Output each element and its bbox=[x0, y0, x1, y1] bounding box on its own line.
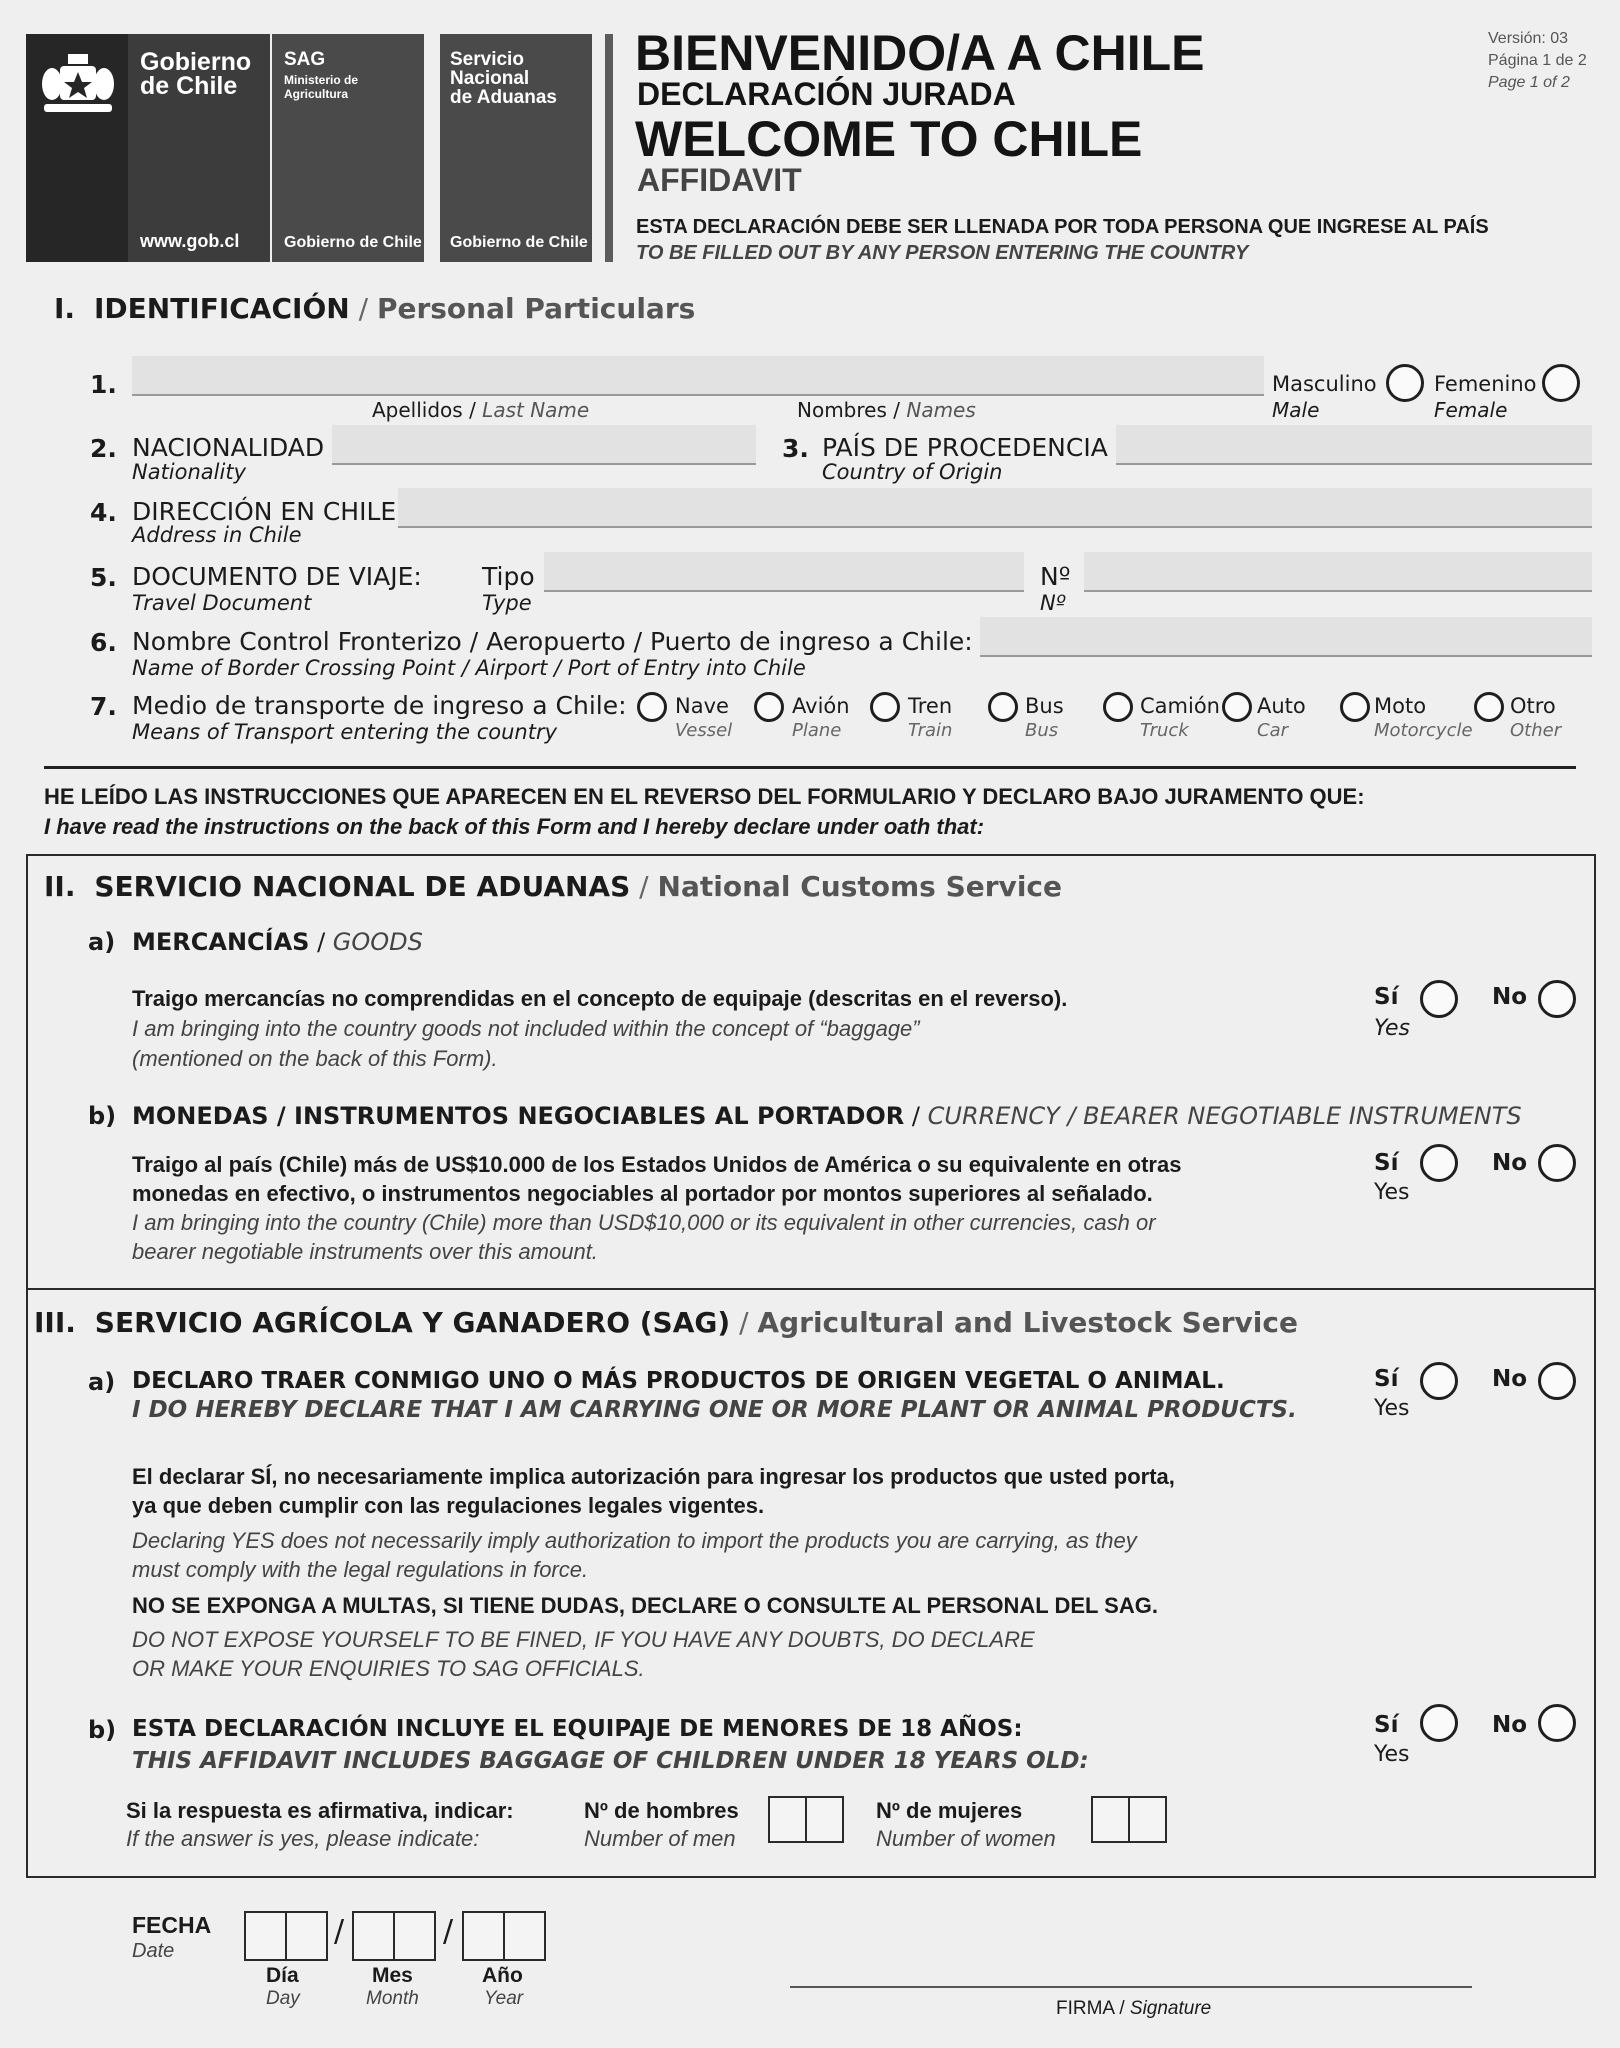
section2-title-en: National Customs Service bbox=[657, 870, 1062, 903]
s2a-no-label: No bbox=[1492, 984, 1528, 1010]
header-note-en: TO BE FILLED OUT BY ANY PERSON ENTERING THE COUNTRY bbox=[636, 242, 1249, 264]
s2b-text-en-1: I am bringing into the country (Chile) more than USD$10,000 or its equivalent in other currencies, cash or bbox=[132, 1210, 1156, 1235]
s3a-yes-radio[interactable] bbox=[1420, 1362, 1458, 1400]
section3-title-en: Agricultural and Livestock Service bbox=[757, 1306, 1298, 1339]
s2b-text-es-1: Traigo al país (Chile) más de US$10.000 de los Estados Unidos de América o su equivalente en otras bbox=[132, 1152, 1182, 1177]
s2a-text-es: Traigo mercancías no comprendidas en el concepto de equipaje (descritas en el reverso). bbox=[132, 986, 1068, 1011]
date-label-en: Date bbox=[132, 1940, 175, 1962]
transport-motorcycle-radio[interactable] bbox=[1340, 692, 1370, 722]
header-note-es: ESTA DECLARACIÓN DEBE SER LLENADA POR TODA PERSONA QUE INGRESE AL PAÍS bbox=[636, 216, 1489, 238]
travel-doc-label-es: DOCUMENTO DE VIAJE: bbox=[132, 562, 422, 591]
lastname-label: Apellidos / Last Name bbox=[372, 398, 590, 422]
female-label-en: Female bbox=[1434, 398, 1508, 422]
logo-aduanas bbox=[440, 34, 592, 262]
date-label-es: FECHA bbox=[132, 1912, 212, 1938]
signature-separator: / bbox=[1114, 1998, 1130, 2019]
subtitle-en: AFFIDAVIT bbox=[637, 162, 802, 198]
s3a-note-en-2: must comply with the legal regulations in force. bbox=[132, 1557, 589, 1582]
oath-es: HE LEÍDO LAS INSTRUCCIONES QUE APARECEN EN EL REVERSO DEL FORMULARIO Y DECLARO BAJO JURAMENTO QUE: bbox=[44, 784, 1365, 809]
title-en: WELCOME TO CHILE bbox=[635, 111, 1143, 167]
section1-title-en: Personal Particulars bbox=[376, 292, 696, 325]
transport-train-radio[interactable] bbox=[870, 692, 900, 722]
s2a-title: MERCANCÍAS / GOODS bbox=[132, 928, 423, 956]
month-digit-1[interactable] bbox=[352, 1911, 395, 1961]
logo-gob-url: www.gob.cl bbox=[140, 231, 240, 251]
signature-line[interactable] bbox=[790, 1986, 1472, 1988]
month-label-en: Month bbox=[366, 1988, 419, 2009]
s2b-text-en-2: bearer negotiable instruments over this amount. bbox=[132, 1239, 598, 1264]
section1-heading: I. IDENTIFICACIÓN / Personal Particulars bbox=[54, 292, 696, 325]
q1-number: 1. bbox=[90, 370, 117, 399]
address-label-en: Address in Chile bbox=[132, 523, 302, 547]
transport-car-label: Auto bbox=[1257, 694, 1306, 718]
s3b-yes-label: Sí bbox=[1374, 1712, 1399, 1738]
transport-truck-label-en: Truck bbox=[1140, 720, 1189, 741]
s3a-note-en-1: Declaring YES does not necessarily imply authorization to import the products you are carrying, as they bbox=[132, 1528, 1137, 1553]
day-digit-2[interactable] bbox=[285, 1911, 328, 1961]
men-count-digit-1[interactable] bbox=[768, 1796, 807, 1843]
month-digit-2[interactable] bbox=[393, 1911, 436, 1961]
s2a-yes-label-en: Yes bbox=[1374, 1016, 1411, 1041]
section2-heading: II. SERVICIO NACIONAL DE ADUANAS / National Customs Service bbox=[44, 870, 1062, 903]
doc-number-label-en: Nº bbox=[1040, 591, 1066, 615]
q5-number: 5. bbox=[90, 563, 117, 592]
name-input[interactable] bbox=[132, 356, 1264, 396]
s3b-no-radio[interactable] bbox=[1538, 1704, 1576, 1742]
logo-sag-sub1: Ministerio de bbox=[284, 73, 359, 87]
logo-aduanas-line3: de Aduanas bbox=[450, 87, 557, 108]
s3a-letter: a) bbox=[88, 1368, 116, 1396]
transport-train-label: Tren bbox=[908, 694, 953, 718]
s3a-no-radio[interactable] bbox=[1538, 1362, 1576, 1400]
nationality-label-en: Nationality bbox=[132, 460, 247, 484]
transport-truck-radio[interactable] bbox=[1103, 692, 1133, 722]
s3b-text-en: THIS AFFIDAVIT INCLUDES BAGGAGE OF CHILDREN UNDER 18 YEARS OLD: bbox=[132, 1748, 1089, 1774]
year-label-en: Year bbox=[484, 1988, 524, 2009]
s2a-title-es: MERCANCÍAS bbox=[132, 928, 310, 956]
address-label-es: DIRECCIÓN EN CHILE bbox=[132, 497, 397, 526]
transport-other-label-en: Other bbox=[1510, 720, 1562, 741]
origin-country-input[interactable] bbox=[1116, 425, 1592, 465]
year-digit-1[interactable] bbox=[462, 1911, 505, 1961]
page-label-es: Página 1 de 2 bbox=[1488, 52, 1587, 69]
transport-plane-radio[interactable] bbox=[754, 692, 784, 722]
s3b-yes-label-en: Yes bbox=[1374, 1742, 1410, 1767]
transport-other-label: Otro bbox=[1510, 694, 1556, 718]
s3a-text-es: DECLARO TRAER CONMIGO UNO O MÁS PRODUCTOS DE ORIGEN VEGETAL O ANIMAL. bbox=[132, 1368, 1225, 1394]
transport-truck-label: Camión bbox=[1140, 694, 1220, 718]
female-radio[interactable] bbox=[1542, 364, 1580, 402]
logo-sag-footer: Gobierno de Chile bbox=[284, 234, 422, 251]
section1-divider bbox=[44, 766, 1576, 769]
women-count-label-en: Number of women bbox=[876, 1826, 1056, 1851]
title-es: BIENVENIDO/A A CHILE bbox=[635, 25, 1205, 81]
women-count-digit-1[interactable] bbox=[1091, 1796, 1130, 1843]
transport-label-en: Means of Transport entering the country bbox=[132, 720, 558, 744]
s3a-note-es-1: El declarar SÍ, no necesariamente implica autorización para ingresar los productos que usted porta, bbox=[132, 1464, 1175, 1489]
transport-motorcycle-label-en: Motorcycle bbox=[1374, 720, 1473, 741]
version-label: Versión: 03 bbox=[1488, 30, 1569, 47]
logo-aduanas-line1: Servicio bbox=[450, 49, 524, 70]
s2a-yes-radio[interactable] bbox=[1420, 980, 1458, 1018]
s2a-title-en: GOODS bbox=[332, 928, 423, 956]
signature-label-es: FIRMA bbox=[1056, 1998, 1115, 2019]
male-label-es: Masculino bbox=[1272, 372, 1377, 396]
day-label-en: Day bbox=[266, 1988, 300, 2009]
male-radio[interactable] bbox=[1386, 364, 1424, 402]
logo-gob-line1: Gobierno bbox=[140, 48, 252, 76]
s3b-indicate-en: If the answer is yes, please indicate: bbox=[126, 1826, 480, 1851]
entry-point-input[interactable] bbox=[980, 617, 1592, 657]
transport-plane-label: Avión bbox=[792, 694, 850, 718]
header-divider bbox=[605, 34, 613, 262]
address-input[interactable] bbox=[398, 488, 1592, 528]
origin-label-en: Country of Origin bbox=[822, 460, 1003, 484]
women-count-label-es: Nº de mujeres bbox=[876, 1798, 1023, 1823]
q2-number: 2. bbox=[90, 434, 117, 463]
s2a-yes-label: Sí bbox=[1374, 984, 1399, 1010]
subtitle-es: DECLARACIÓN JURADA bbox=[637, 76, 1016, 112]
s3b-letter: b) bbox=[88, 1716, 117, 1744]
transport-other-radio[interactable] bbox=[1474, 692, 1504, 722]
nationality-label-es: NACIONALIDAD bbox=[132, 433, 325, 462]
logo-gobierno-de-chile bbox=[26, 34, 270, 262]
male-label-en: Male bbox=[1272, 398, 1320, 422]
lastname-label-en: Last Name bbox=[482, 398, 590, 422]
s2b-no-label: No bbox=[1492, 1150, 1528, 1176]
transport-car-radio[interactable] bbox=[1222, 692, 1252, 722]
names-label-es: Nombres bbox=[797, 398, 887, 422]
men-count-label-es: Nº de hombres bbox=[584, 1798, 739, 1823]
section1-numeral: I. bbox=[54, 292, 76, 325]
s3a-warn-es: NO SE EXPONGA A MULTAS, SI TIENE DUDAS, DECLARE O CONSULTE AL PERSONAL DEL SAG. bbox=[132, 1593, 1158, 1618]
logo-gob-line2: de Chile bbox=[140, 72, 238, 100]
logo-sag bbox=[272, 34, 424, 262]
s2b-title-es: MONEDAS / INSTRUMENTOS NEGOCIABLES AL PORTADOR bbox=[132, 1102, 905, 1130]
s2a-no-radio[interactable] bbox=[1538, 980, 1576, 1018]
q4-number: 4. bbox=[90, 498, 117, 527]
s2b-yes-label: Sí bbox=[1374, 1150, 1399, 1176]
origin-label-es: PAÍS DE PROCEDENCIA bbox=[822, 433, 1108, 462]
q6-number: 6. bbox=[90, 628, 117, 657]
doc-type-input[interactable] bbox=[544, 552, 1024, 592]
s2b-text-es-2: monedas en efectivo, o instrumentos negociables al portador por montos superiores al señalado. bbox=[132, 1181, 1153, 1206]
s3b-indicate-es: Si la respuesta es afirmativa, indicar: bbox=[126, 1798, 514, 1823]
s3a-note-es-2: ya que deben cumplir con las regulaciones legales vigentes. bbox=[132, 1493, 765, 1518]
transport-bus-label-en: Bus bbox=[1025, 720, 1059, 741]
s2b-title: MONEDAS / INSTRUMENTOS NEGOCIABLES AL PORTADOR / CURRENCY / BEARER NEGOTIABLE INSTRUMENTS bbox=[132, 1102, 1522, 1130]
nationality-input[interactable] bbox=[332, 425, 756, 465]
doc-number-label-es: Nº bbox=[1040, 562, 1071, 591]
s3a-no-label: No bbox=[1492, 1366, 1528, 1392]
s3b-no-label: No bbox=[1492, 1712, 1528, 1738]
s3b-yes-radio[interactable] bbox=[1420, 1704, 1458, 1742]
s2b-yes-label-en: Yes bbox=[1374, 1180, 1410, 1205]
logo-sag-title: SAG bbox=[284, 49, 326, 70]
travel-doc-label-en: Travel Document bbox=[132, 591, 312, 615]
transport-vessel-label: Nave bbox=[675, 694, 729, 718]
transport-car-label-en: Car bbox=[1257, 720, 1288, 741]
s3a-text-en: I DO HEREBY DECLARE THAT I AM CARRYING ONE OR MORE PLANT OR ANIMAL PRODUCTS. bbox=[132, 1397, 1297, 1423]
names-label: Nombres / Names bbox=[797, 398, 976, 422]
s3a-warn-en-2: OR MAKE YOUR ENQUIRIES TO SAG OFFICIALS. bbox=[132, 1656, 645, 1681]
doc-type-label-en: Type bbox=[482, 591, 532, 615]
names-label-en: Names bbox=[906, 398, 976, 422]
s3a-warn-en-1: DO NOT EXPOSE YOURSELF TO BE FINED, IF YOU HAVE ANY DOUBTS, DO DECLARE bbox=[132, 1627, 1035, 1652]
transport-train-label-en: Train bbox=[908, 720, 953, 741]
female-label-es: Femenino bbox=[1434, 372, 1537, 396]
s2a-text-en-1: I am bringing into the country goods not included within the concept of “baggage” bbox=[132, 1016, 920, 1041]
section2-title-es: SERVICIO NACIONAL DE ADUANAS bbox=[94, 870, 631, 903]
doc-number-input[interactable] bbox=[1084, 552, 1592, 592]
logo-aduanas-line2: Nacional bbox=[450, 68, 530, 89]
signature-label-en: Signature bbox=[1129, 1998, 1212, 2019]
logo-sag-sub2: Agricultura bbox=[284, 87, 349, 101]
entry-point-label-en: Name of Border Crossing Point / Airport / Port of Entry into Chile bbox=[132, 656, 806, 680]
signature-label bbox=[1056, 1998, 1211, 2020]
section2-numeral: II. bbox=[44, 870, 76, 903]
section1-title-es: IDENTIFICACIÓN bbox=[93, 292, 350, 325]
section3-heading: III. SERVICIO AGRÍCOLA Y GANADERO (SAG) / Agricultural and Livestock Service bbox=[34, 1306, 1298, 1339]
entry-point-label-es: Nombre Control Fronterizo / Aeropuerto / Puerto de ingreso a Chile: bbox=[132, 627, 973, 656]
s2a-text-en-2: (mentioned on the back of this Form). bbox=[132, 1046, 498, 1071]
transport-label-es: Medio de transporte de ingreso a Chile: bbox=[132, 691, 627, 720]
transport-plane-label-en: Plane bbox=[792, 720, 842, 741]
men-count-digit-2[interactable] bbox=[805, 1796, 844, 1843]
s2b-title-en: CURRENCY / BEARER NEGOTIABLE INSTRUMENTS bbox=[927, 1102, 1522, 1130]
s2b-no-radio[interactable] bbox=[1538, 1144, 1576, 1182]
section3-title-es: SERVICIO AGRÍCOLA Y GANADERO (SAG) bbox=[94, 1306, 731, 1339]
s2b-yes-radio[interactable] bbox=[1420, 1144, 1458, 1182]
transport-vessel-label-en: Vessel bbox=[675, 720, 733, 741]
year-digit-2[interactable] bbox=[503, 1911, 546, 1961]
day-digit-1[interactable] bbox=[244, 1911, 287, 1961]
oath-en: I have read the instructions on the back of this Form and I hereby declare under oath that: bbox=[44, 814, 985, 839]
q3-number: 3. bbox=[782, 434, 809, 463]
lastname-label-es: Apellidos bbox=[372, 398, 463, 422]
page-label-en: Page 1 of 2 bbox=[1488, 74, 1570, 91]
year-label-es: Año bbox=[482, 1964, 523, 1987]
s3b-text-es: ESTA DECLARACIÓN INCLUYE EL EQUIPAJE DE MENORES DE 18 AÑOS: bbox=[132, 1716, 1023, 1742]
s2b-letter: b) bbox=[88, 1102, 117, 1130]
section3-numeral: III. bbox=[34, 1306, 76, 1339]
s2a-letter: a) bbox=[88, 928, 116, 956]
men-count-label-en: Number of men bbox=[584, 1826, 736, 1851]
transport-motorcycle-label: Moto bbox=[1374, 694, 1427, 718]
month-label-es: Mes bbox=[372, 1964, 413, 1987]
doc-type-label-es: Tipo bbox=[482, 562, 535, 591]
logo-aduanas-footer: Gobierno de Chile bbox=[450, 234, 588, 251]
s3a-yes-label: Sí bbox=[1374, 1366, 1399, 1392]
date-slash-1: / bbox=[334, 1914, 345, 1949]
day-label-es: Día bbox=[266, 1964, 299, 1987]
chile-coat-of-arms-icon bbox=[38, 48, 118, 118]
transport-bus-label: Bus bbox=[1025, 694, 1064, 718]
s3a-yes-label-en: Yes bbox=[1374, 1396, 1410, 1421]
women-count-digit-2[interactable] bbox=[1128, 1796, 1167, 1843]
date-slash-2: / bbox=[443, 1914, 454, 1949]
q7-number: 7. bbox=[90, 692, 117, 721]
transport-bus-radio[interactable] bbox=[988, 692, 1018, 722]
transport-vessel-radio[interactable] bbox=[637, 692, 667, 722]
